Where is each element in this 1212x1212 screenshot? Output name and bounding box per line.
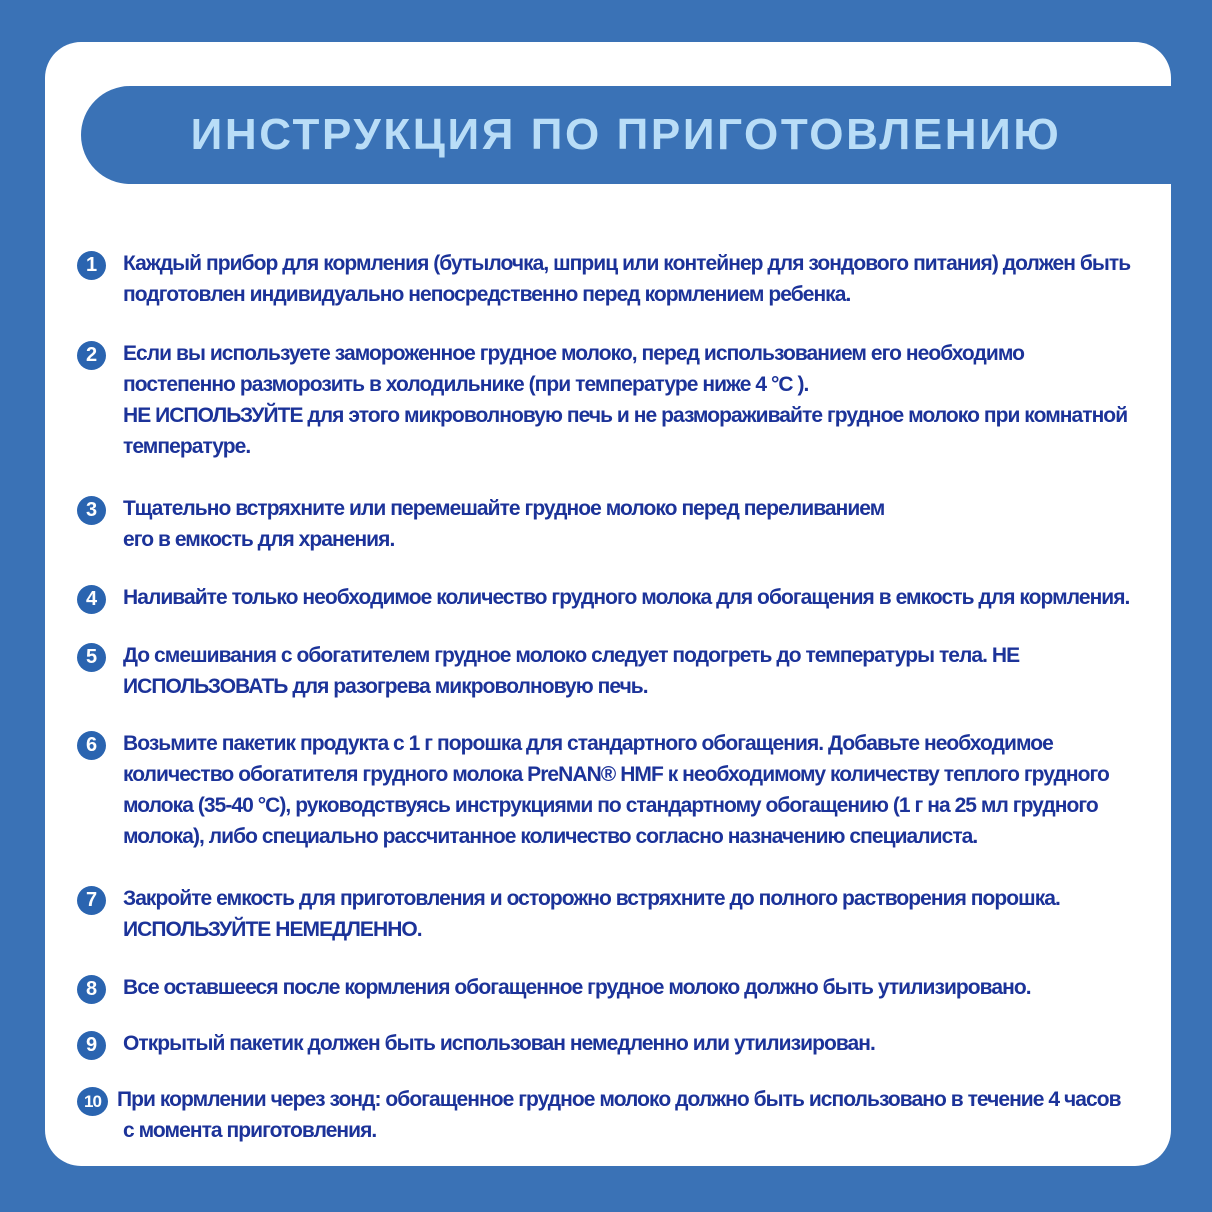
step-number: 2 (77, 341, 106, 370)
step-text: Все оставшееся после кормления обогащенное грудное молоко должно быть утилизировано. (123, 976, 1031, 999)
page-title: ИНСТРУКЦИЯ ПО ПРИГОТОВЛЕНИЮ (190, 110, 1062, 159)
step-number: 1 (77, 251, 106, 280)
step-number: 5 (77, 643, 106, 672)
step-number: 6 (77, 731, 106, 760)
step-text: Наливайте только необходимое количество грудного молока для обогащения в емкость для кормления. (123, 586, 1130, 609)
step-number: 9 (77, 1031, 106, 1060)
step-text: При кормлении через зонд: обогащенное грудное молоко должно быть использовано в течение 4 часов с момента приготовления. (117, 1088, 1121, 1142)
step-text: Тщательно встряхните или перемешайте грудное молоко перед переливанием его в емкость для хранения. (123, 497, 885, 551)
title-banner (81, 86, 1171, 184)
step-number: 3 (77, 496, 106, 525)
step-number: 8 (77, 975, 106, 1004)
step-text: Открытый пакетик должен быть использован немедленно или утилизирован. (123, 1032, 875, 1055)
instruction-card (45, 42, 1171, 1166)
step-number: 7 (77, 886, 106, 915)
step-text: Если вы используете замороженное грудное молоко, перед использованием его необходимо постепенно разморозить в холодильнике (при температуре ниже 4 °С ). НЕ ИСПОЛЬЗУЙТЕ для этого микроволновую печь и не размораживайте грудное молоко при комнатной температуре. (123, 342, 1128, 458)
step-text: Возьмите пакетик продукта с 1 г порошка для стандартного обогащения. Добавьте необходимое количество обогатителя грудного молока PreNAN® HMF к необходимому количеству теплого грудного молока (35-40 °С), руководствуясь инструкциями по стандартному обогащению (1 г на 25 мл грудного молока), либо специально рассчитанное количество согласно назначению специалиста. (123, 732, 1109, 848)
step-number: 4 (77, 585, 106, 614)
step-number: 10 (77, 1087, 108, 1116)
step-text: До смешивания с обогатителем грудное молоко следует подогреть до температуры тела. НЕ ИСПОЛЬЗОВАТЬ для разогрева микроволновую печь. (123, 644, 1020, 698)
step-text: Закройте емкость для приготовления и осторожно встряхните до полного растворения порошка. ИСПОЛЬЗУЙТЕ НЕМЕДЛЕННО. (123, 887, 1060, 941)
step-text: Каждый прибор для кормления (бутылочка, шприц или контейнер для зондового питания) должен быть подготовлен индивидуально непосредственно перед кормлением ребенка. (123, 252, 1131, 306)
